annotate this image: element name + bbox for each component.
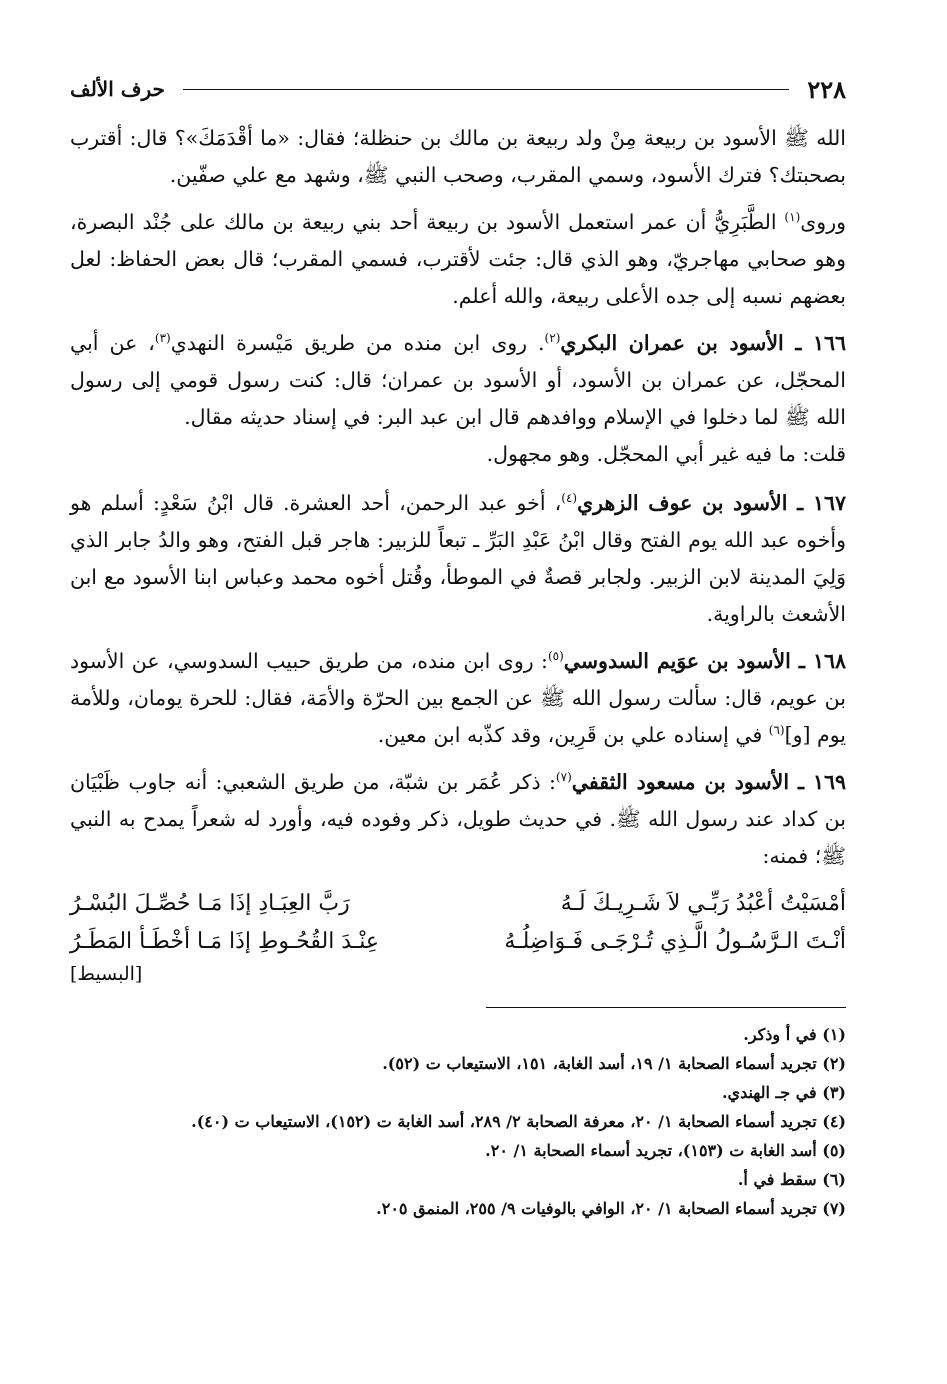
- paragraph-text: الطَّبَرِيُّ أن عمر استعمل الأسود بن ربيعة أحد بني ربيعة بن مالك على جُنْد البصرة، وهو صحابي مهاجريّ، وهو الذي قال: جئت لأقترب، فسمي المقرب؛ قال بعض الحفاظ: لعل بعضهم نسبه إلى جده الأعلى ربيعة، والله أعلم.: [70, 210, 846, 308]
- entry-166: [70, 325, 846, 436]
- footnote-ref-1[interactable]: (١): [784, 210, 801, 225]
- entry-169: [70, 764, 846, 875]
- entry-heading-168: ١٦٨ ـ الأسود بن عوَيم السدوسي: [563, 649, 847, 673]
- paragraph-lead-word: وروى: [800, 210, 846, 234]
- footnote-item: (٢) تجريد أسماء الصحابة ١/ ١٩، أسد الغابة، ١٥١، الاستيعاب ت (٥٢).: [382, 1054, 846, 1073]
- paragraph-intro: [70, 120, 846, 194]
- page-number: ٢٢٨: [807, 74, 846, 104]
- entry-168: [70, 643, 846, 754]
- entry-heading-167: ١٦٧ ـ الأسود بن عوف الزهري: [577, 491, 846, 515]
- entry-text: في إسناده علي بن قَرِين، وقد كذّبه ابن معين.: [377, 723, 769, 747]
- footnote-item: (٧) تجريد أسماء الصحابة ١/ ٢٠، الوافي بالوفيات ٩/ ٢٥٥، المنمق ٢٠٥.: [376, 1199, 846, 1218]
- poem: [70, 885, 846, 985]
- footnote-item: (١) في أ وذكر.: [743, 1025, 846, 1044]
- paragraph-text: الله ﷺ الأسود بن ربيعة مِنْ ولد ربيعة بن مالك بن حنظلة؛ فقال: «ما أقْدَمَكَ»؟ قال: أقترب بصحبتك؟ فترك الأسود، وسمي المقرب، وصحب النبي ﷺ، وشهد مع علي صفّين.: [70, 126, 846, 187]
- footnote-ref-7[interactable]: (٧): [555, 770, 572, 785]
- footnote-ref-6[interactable]: (٦): [768, 723, 785, 738]
- footnote-ref-3[interactable]: (٣): [154, 331, 171, 346]
- footnote-ref-2[interactable]: (٢): [544, 331, 561, 346]
- footnote-divider: [486, 1007, 846, 1008]
- poem-hemistich-first: أمْسَيْتُ أعْبُدُ رَبِّـي لاَ شَـرِيـكَ لَـهُ: [560, 891, 846, 916]
- document-page: [70, 70, 846, 1223]
- entry-text: . روى ابن منده من طريق مَيْسرة النهدي: [170, 331, 545, 355]
- footnote-item: (٤) تجريد أسماء الصحابة ١/ ٢٠، معرفة الصحابة ٢/ ٢٨٩، أسد الغابة ت (١٥٢)، الاستيعاب ت (٤٠).: [191, 1112, 846, 1131]
- poem-meter: [البسيط]: [70, 963, 143, 985]
- footnote-ref-4[interactable]: (٤): [561, 491, 578, 506]
- footnotes: [70, 1020, 846, 1223]
- poem-hemistich-second: عِنْـدَ القُحُـوطِ إذَا مَـا أخْطَـأ المَطَـرُ: [70, 929, 380, 954]
- entry-heading-169: ١٦٩ ـ الأسود بن مسعود الثقفي: [571, 770, 846, 794]
- paragraph-tabari: [70, 204, 846, 315]
- poem-hemistich-second: رَبَّ العِبَـادِ إذَا مَـا حُصِّـلَ البُسْـرُ: [70, 891, 350, 916]
- footnote-ref-5[interactable]: (٥): [547, 649, 564, 664]
- entry-text: : روى ابن منده، من طريق حبيب السدوسي، عن الأسود بن عويم، قال: سألت رسول الله ﷺ عن الجمع بين الحرّة والأمَة، فقال: للحرة يومان، وللأمة يوم [و]: [70, 649, 846, 747]
- poem-verse: [70, 885, 846, 923]
- entry-text: ، أخو عبد الرحمن، أحد العشرة. قال ابْنُ سَعْدٍ: أسلم هو وأخوه عبد الله يوم الفتح وقال ابْنُ عَبْدِ البَرِّ ـ تبعاً للزبير: هاجر قبل الفتح، وهو والدُ جابر الذي وَلِيَ المدينة لابن الزبير. ولجابر قصةٌ في الموطأ، وقُتل أخوه محمد وعباس ابنا الأسود مع ابن الأشعث بالراوية.: [70, 491, 846, 626]
- editor-note-166: قلت: ما فيه غير أبي المحجّل. وهو مجهول.: [486, 442, 846, 466]
- running-title: حرف الألف: [70, 77, 165, 101]
- entry-text: : ذكر عُمَر بن شبّة، من طريق الشعبي: أنه جاوب ظَبْيَان بن كداد عند رسول الله ﷺ. في حديث طويل، ذكر وفوده فيه، وأورد له شعراً يمدح به النبي ﷺ؛ فمنه:: [70, 770, 846, 868]
- entry-heading-166: ١٦٦ ـ الأسود بن عمران البكري: [560, 331, 846, 355]
- entry-text: ، عن أبي المحجّل، عن عمران بن الأسود، أو الأسود بن عمران؛ قال: كنت رسول قومي إلى رسول الله ﷺ لما دخلوا في الإسلام ووافدهم قال ابن عبد البر: في إسناد حديثه مقال.: [70, 331, 846, 429]
- footnote-item: (٣) في جـ الهندي.: [721, 1083, 846, 1102]
- entry-167: [70, 485, 846, 633]
- poem-hemistich-first: أنْـتَ الـرَّسُـولُ الَّـذِي تُـرْجَـى فَـوَاضِلُـهُ: [504, 929, 846, 954]
- poem-verse: [70, 923, 846, 961]
- page-header: [70, 70, 846, 108]
- header-rule: [183, 89, 789, 90]
- footnote-item: (٦) سقط في أ.: [737, 1170, 846, 1189]
- footnote-item: (٥) أسد الغابة ت (١٥٣)، تجريد أسماء الصحابة ١/ ٢٠.: [485, 1141, 846, 1160]
